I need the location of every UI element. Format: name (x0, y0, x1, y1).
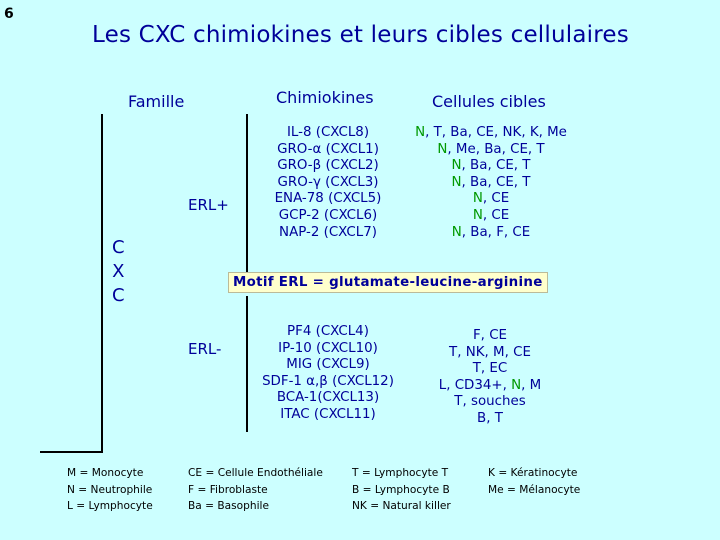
neutrophil-highlight: N (472, 191, 483, 207)
legend-column-3 (352, 465, 451, 515)
target-item: F, CE (472, 328, 508, 343)
target-item: N, Ba, CE, T (451, 174, 531, 190)
chemokine-item: PF4 (CXCL4) (287, 324, 369, 339)
erl-minus-bracket-line (246, 296, 248, 432)
target-item: T, EC (472, 361, 508, 377)
erl-plus-bracket-line (246, 114, 248, 276)
header-famille: Famille (128, 92, 185, 111)
target-item: N, Me, Ba, CE, T (437, 141, 545, 157)
header-chimiokines: Chimiokines (276, 88, 374, 107)
erl-minus-target-list (420, 328, 560, 428)
legend-item: CE = Cellule Endothéliale (188, 467, 323, 479)
chemokine-item: BCA-1(CXCL13) (276, 390, 380, 406)
target-item: T, souches (454, 394, 526, 410)
family-letter-c2: C (112, 285, 125, 306)
neutrophil-highlight: N (451, 174, 462, 190)
chemokine-item: GRO-γ (CXCL3) (277, 174, 379, 190)
target-item: T, NK, M, CE (449, 344, 531, 360)
neutrophil-highlight: N (437, 141, 448, 157)
chemokine-item: IL-8 (CXCL8) (286, 125, 370, 140)
legend-item: Ba = Basophile (188, 500, 269, 513)
erl-plus-label: ERL+ (188, 196, 229, 214)
chemokine-item: ENA-78 (CXCL5) (274, 191, 382, 207)
chemokine-item: NAP-2 (CXCL7) (279, 224, 377, 240)
legend-column-2 (188, 465, 323, 515)
erl-motif-box: Motif ERL = glutamate-leucine-arginine (228, 272, 548, 293)
neutrophil-highlight: N (415, 125, 426, 140)
chemokine-item: GRO-α (CXCL1) (277, 141, 379, 157)
family-bracket-line (101, 114, 103, 452)
chemokine-item: SDF-1 α,β (CXCL12) (262, 373, 394, 389)
erl-plus-chemokine-list (258, 125, 398, 241)
target-item: N, Ba, CE, T (451, 158, 531, 174)
slide-title: Les CXC chimiokines et leurs cibles cellulaires (92, 22, 629, 48)
chemokine-item: ITAC (CXCL11) (280, 406, 376, 422)
target-item: B, T (477, 410, 503, 426)
neutrophil-highlight: N (511, 377, 522, 393)
legend-item: NK = Natural killer (352, 500, 451, 513)
legend-tick-line (40, 451, 103, 453)
legend-column-1 (67, 465, 153, 515)
header-cellules-cibles: Cellules cibles (432, 92, 546, 111)
erl-minus-chemokine-list (254, 324, 402, 424)
chemokine-item: GRO-β (CXCL2) (277, 158, 379, 174)
target-item: N, Ba, F, CE (451, 224, 531, 240)
legend-item: T = Lymphocyte T (352, 467, 449, 479)
target-item: N, CE (472, 207, 510, 223)
erl-minus-label: ERL- (188, 340, 222, 358)
target-item: N, CE (472, 191, 510, 207)
target-item: L, CD34+, N, M (438, 377, 542, 393)
erl-plus-target-list (398, 125, 584, 241)
chemokine-item: GCP-2 (CXCL6) (278, 207, 378, 223)
legend-item: B = Lymphocyte B (352, 483, 450, 496)
target-item: N, T, Ba, CE, NK, K, Me (415, 125, 567, 140)
chemokine-item: MIG (CXCL9) (286, 357, 370, 373)
legend-column-4 (488, 465, 580, 498)
legend-item: F = Fibroblaste (188, 483, 268, 496)
chemokine-item: IP-10 (CXCL10) (278, 340, 378, 356)
legend-item: K = Kératinocyte (488, 467, 578, 479)
neutrophil-highlight: N (451, 224, 462, 240)
family-letter-c1: C (112, 237, 125, 258)
legend-item: L = Lymphocyte (67, 500, 153, 513)
neutrophil-highlight: N (472, 207, 483, 223)
legend-item: N = Neutrophile (67, 483, 153, 496)
neutrophil-highlight: N (451, 158, 462, 174)
legend-item: M = Monocyte (67, 467, 144, 479)
slide-number: 6 (4, 6, 14, 22)
family-label-cxc (112, 236, 125, 308)
legend-item: Me = Mélanocyte (488, 483, 581, 496)
family-letter-x: X (112, 261, 125, 282)
